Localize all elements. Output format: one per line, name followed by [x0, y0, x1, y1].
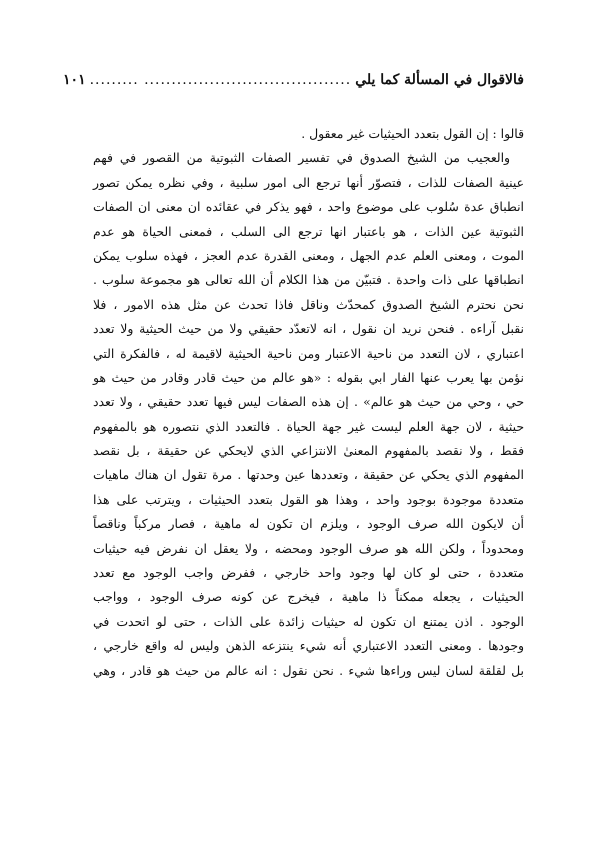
text-line: حيثية ، لان جهة العلم ليست غير جهة الحياة . فالتعدد الذي نتصوره هو بالمفهوم [93, 418, 524, 434]
text-line: الوجود . اذن يمتنع ان تكون له حيثيات زائدة على الذات ، حتى لو اتحدت في [93, 613, 524, 629]
text-line: نقبل آراءه . فنحن نريد ان نقول ، انه لاتعدّد حقيقي ولا من حيث الحيثية ولا تعدد [93, 321, 524, 337]
page-number: ١٠١ [63, 72, 86, 88]
text-line: أن لايكون الله صرف الوجود ، ويلزم ان تكون له ماهية ، فصار مركباً وناقصاً [93, 516, 524, 532]
text-line: اعتباري ، لان التعدد من ناحية الاعتبار ومن ناحية الحيثية لاقيمة له ، فالفكرة التي [93, 345, 524, 361]
running-header [63, 72, 524, 98]
text-line: الثبوتية عين الذات ، هو باعتبار انها ترجع الى السلب ، فمعنى الحياة هو عدم [93, 223, 524, 239]
text-line: ومحدوداً ، ولكن الله هو صرف الوجود ومحضه ، ولا يعقل ان نفرض فيه حيثيات [93, 540, 524, 556]
text-line: انطباق عدة سُلوب على موضوع واحد ، فهو يذكر في عقائده ان معنى ان الصفات [93, 199, 524, 215]
body-text [93, 122, 524, 683]
text-line: المفهوم الذي يحكي عن حقيقة ، وتعددها عين وحدتها . مرة تقول ان هناك ماهيات [93, 467, 524, 483]
leader-dots: ...................................... ......... [89, 72, 352, 88]
text-line: نحن نحترم الشيخ الصدوق كمحدّث وناقل فاذا تحدث عن مثل هذه الامور ، فلا [93, 296, 524, 312]
text-line: متعددة ، حتى لو كان لها وجود واحد خارجي ، ففرض واجب الوجود مع تعدد [93, 565, 524, 581]
running-title: فالاقوال في المسألة كما يلي [355, 72, 524, 88]
text-line: قالوا : إن القول بتعدد الحيثيات غير معقول . [301, 126, 524, 141]
text-line: حي ، وحي من حيث هو عالم» . إن هذه الصفات ليس فيها تعدد حقيقي ، ولا تعدد [93, 394, 524, 410]
text-line: انطباقها على ذات واحدة . فتبيّن من هذا الكلام أن الله تعالى هو مجموعة سلوب . [93, 272, 524, 288]
text-line: فقط ، ولا نقصد بالمفهوم المعنىٰ الانتزاعي الذي لايحكي عن حقيقة ، بل نقصد [93, 443, 524, 459]
book-page [63, 72, 524, 683]
text-line: الحيثيات ، يجعله ممكناً ذا ماهية ، فيخرج عن كونه صرف الوجود ، وواجب [93, 589, 524, 605]
text-line: متعددة موجودة بوجود واحد ، وهذا هو القول بتعدد الحيثيات ، ويترتب على هذا [93, 491, 524, 507]
text-line: نؤمن بها يعرب عنها الفار ابي بقوله : «هو عالم من حيث قادر وقادر من حيث هو [93, 369, 524, 385]
text-line: وجودها . ومعنى التعدد الاعتباري أنه شيء ينتزعه الذهن وليس له واقع خارجي ، [93, 638, 524, 654]
text-line: بل لقلقة لسان ليس وراءها شيء . نحن نقول : انه عالم من حيث هو قادر ، وهي [93, 662, 524, 678]
text-line: والعجيب من الشيخ الصدوق في تفسير الصفات الثبوتية من القصور في فهم [93, 150, 510, 166]
text-line: عينية الصفات للذات ، فتصوّر أنها ترجع الى امور سلبية ، وفي نظره يمكن تصور [93, 174, 524, 190]
text-line: الموت ، ومعنى العلم عدم الجهل ، ومعنى القدرة عدم العجز ، فهذه سلوب يمكن [93, 247, 524, 263]
